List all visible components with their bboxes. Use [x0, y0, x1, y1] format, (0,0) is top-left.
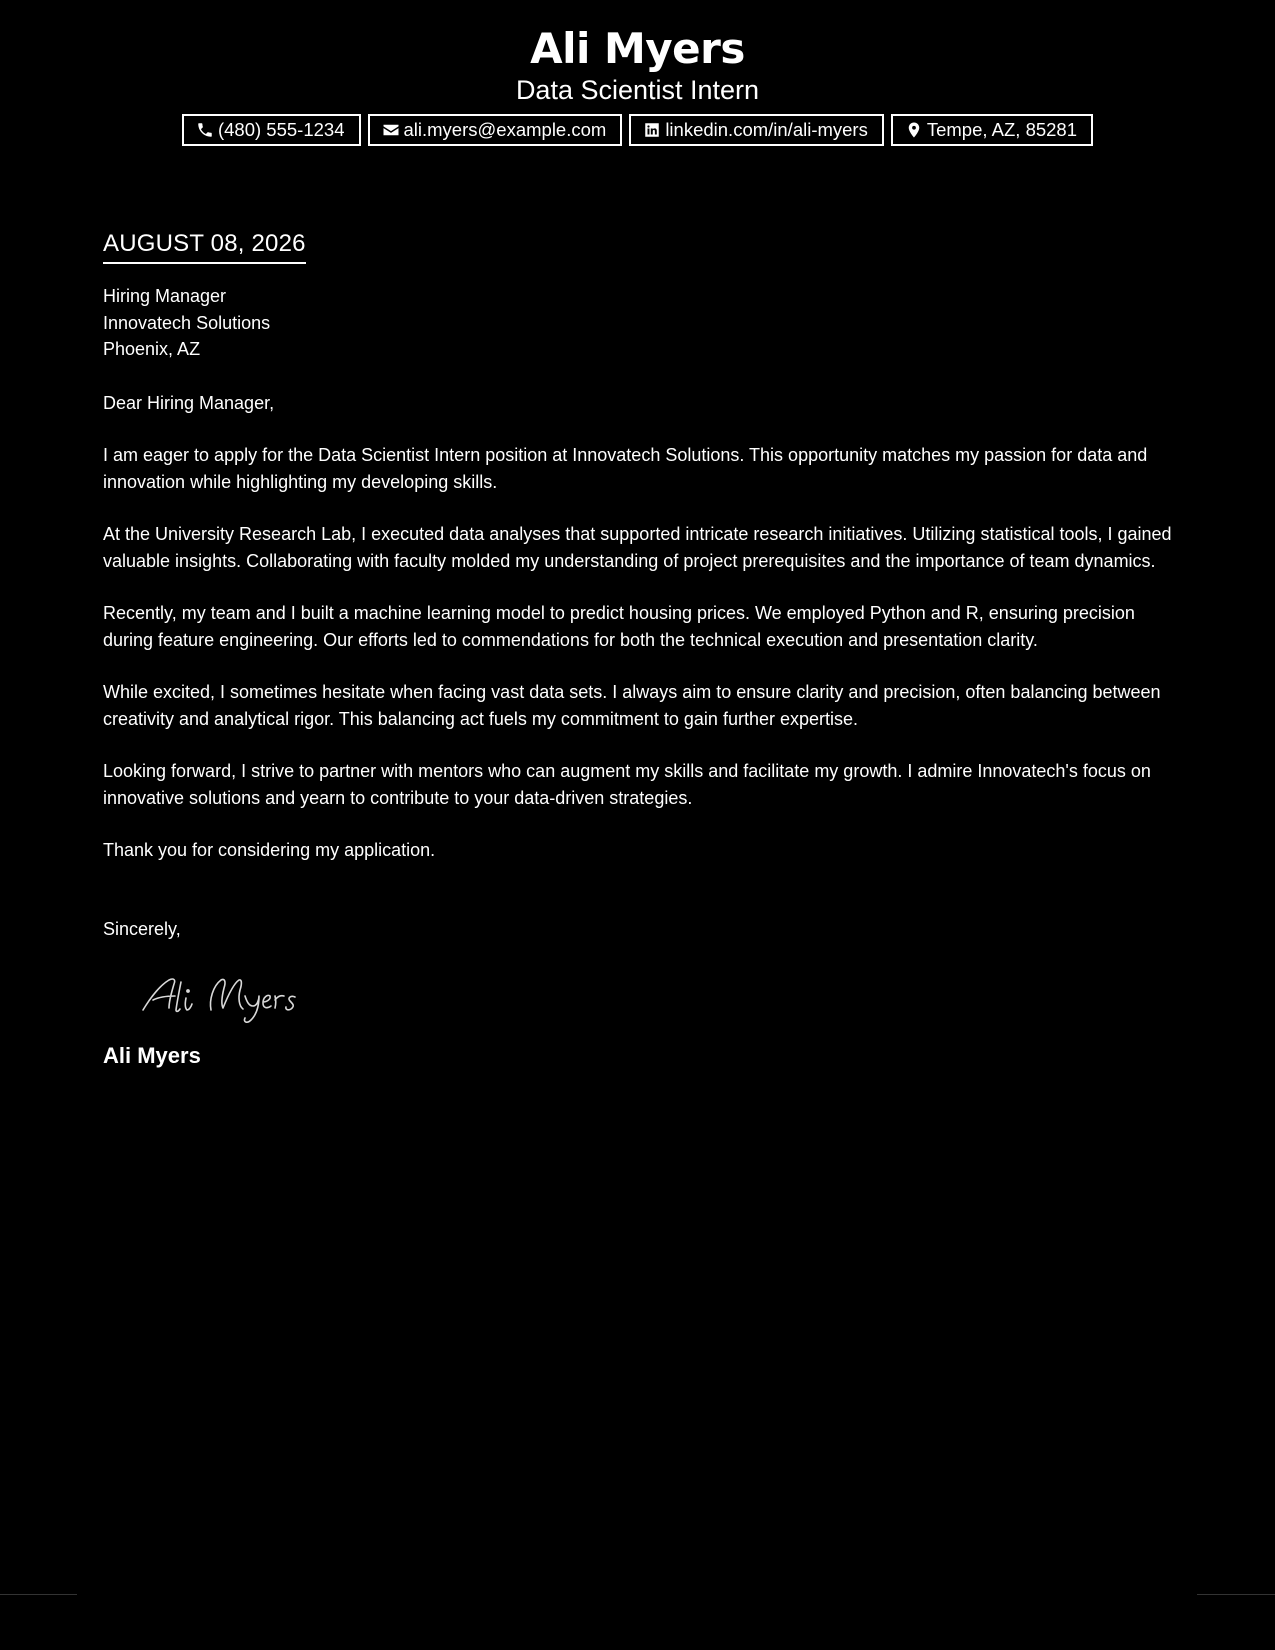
letter-date: AUGUST 08, 2026	[103, 228, 306, 264]
paragraph-project: Recently, my team and I built a machine learning model to predict housing prices. We employed Python and R, ensuring precision during feature engineering. Our efforts led to commendations for both the technical execution and presentation clarity.	[103, 603, 1135, 650]
paragraph-intro: I am eager to apply for the Data Scientist Intern position at Innovatech Solutions. This opportunity matches my passion for data and innovation while highlighting my developing skills.	[103, 445, 1148, 492]
handwritten-signature	[139, 966, 329, 1028]
applicant-role: Data Scientist Intern	[515, 75, 760, 105]
contact-email	[368, 114, 623, 146]
recipient-block	[103, 283, 1178, 363]
applicant-name: Ali Myers	[530, 24, 745, 73]
paragraph-challenges: While excited, I sometimes hesitate when facing vast data sets. I always aim to ensure clarity and precision, often balancing between creativity and analytical rigor. This balancing act fuels my commitment to gain further expertise.	[103, 682, 1161, 729]
salutation: Dear Hiring Manager,	[103, 392, 275, 413]
signer-name: Ali Myers	[103, 1043, 201, 1068]
signature-image	[139, 966, 1178, 1028]
phone-icon	[196, 121, 214, 139]
paragraph-research: At the University Research Lab, I executed data analyses that supported intricate research initiatives. Utilizing statistical tools, I gained valuable insights. Collaborating with faculty molded my understanding of project prerequisites and the importance of team dynamics.	[103, 524, 1172, 571]
recipient-location: Phoenix, AZ	[103, 339, 201, 359]
closing: Sincerely,	[103, 918, 181, 939]
paragraph-thanks: Thank you for considering my application.	[103, 840, 436, 860]
contact-location	[891, 114, 1093, 146]
contact-phone-text: (480) 555-1234	[217, 119, 345, 140]
contact-phone	[182, 114, 361, 146]
envelope-icon	[382, 121, 400, 139]
contact-linkedin	[629, 114, 884, 146]
recipient-title: Hiring Manager	[103, 286, 227, 306]
letter-body	[103, 228, 1178, 1070]
contact-location-text: Tempe, AZ, 85281	[926, 119, 1078, 140]
paragraph-goals: Looking forward, I strive to partner with mentors who can augment my skills and facilitate my growth. I admire Innovatech's focus on innovative solutions and yearn to contribute to your data-driven strategies.	[103, 761, 1151, 808]
footer-divider-right	[1197, 1594, 1275, 1595]
contact-linkedin-text: linkedin.com/in/ali-myers	[665, 119, 868, 140]
recipient-company: Innovatech Solutions	[103, 312, 271, 333]
contact-bar	[0, 114, 1275, 146]
footer-divider-left	[0, 1594, 77, 1595]
linkedin-icon	[643, 121, 661, 139]
map-marker-icon	[905, 121, 923, 139]
contact-email-text: ali.myers@example.com	[403, 119, 607, 140]
letterhead	[0, 22, 1275, 146]
